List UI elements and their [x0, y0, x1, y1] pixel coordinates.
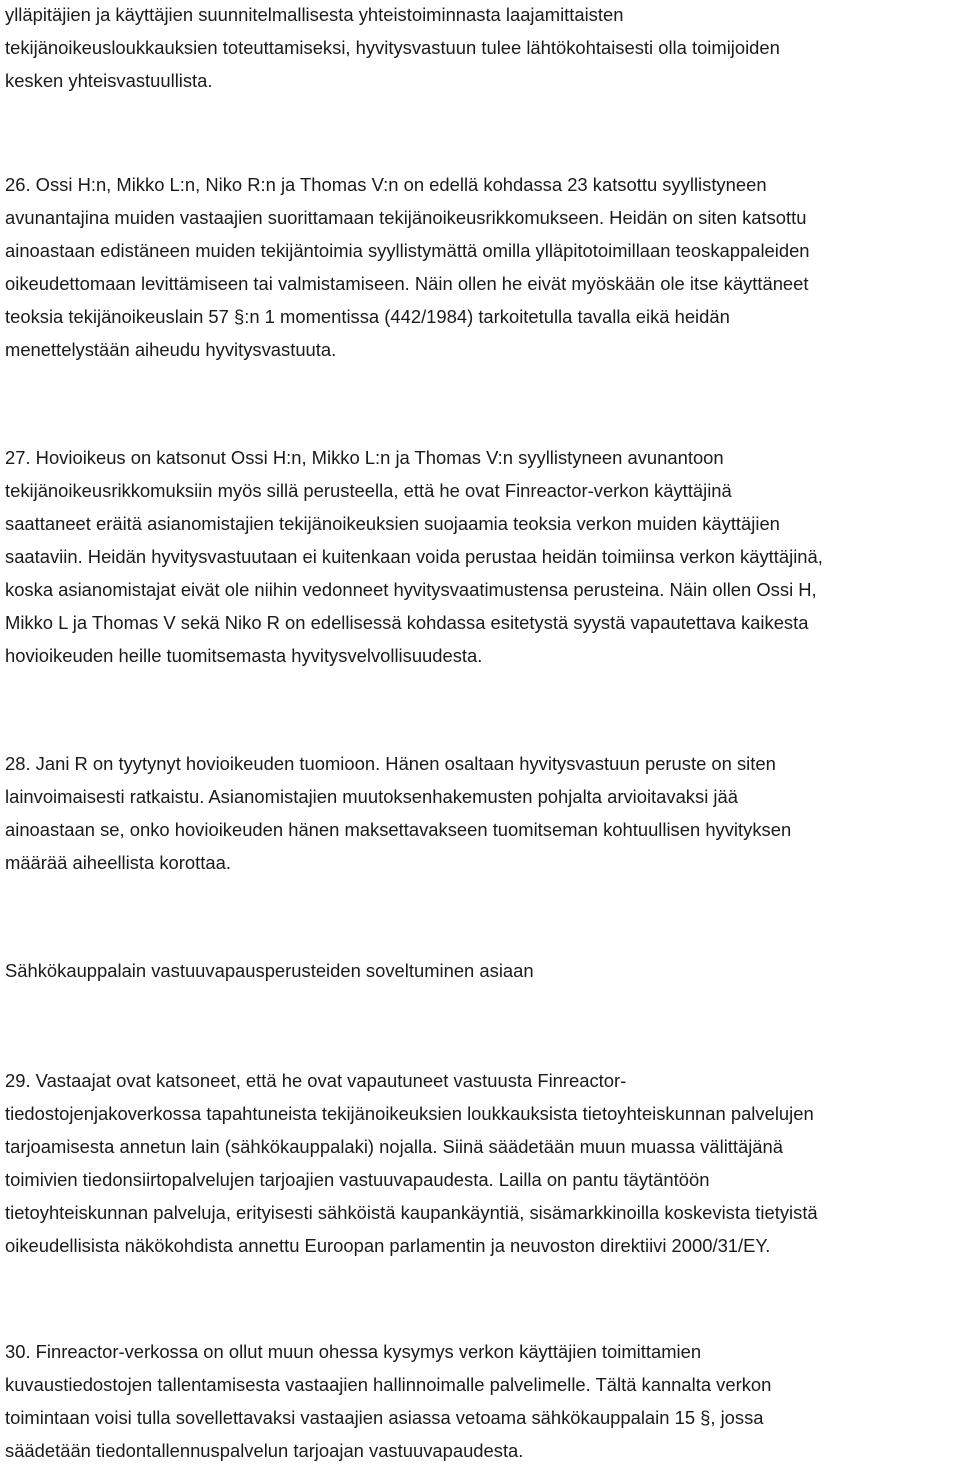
- text-line: toimintaan voisi tulla sovellettavaksi vastaajien asiassa vetoama sähkökauppalain 15 §, jossa: [5, 1407, 764, 1428]
- text-line: avunantajina muiden vastaajien suorittamaan tekijänoikeusrikkomukseen. Heidän on siten katsottu: [5, 207, 807, 228]
- text-line: koska asianomistajat eivät ole niihin vedonneet hyvitysvaatimustensa perusteina. Näin ollen Ossi H,: [5, 579, 817, 600]
- text-line: 29. Vastaajat ovat katsoneet, että he ovat vapautuneet vastuusta Finreactor-: [5, 1070, 627, 1091]
- text-line: tietoyhteiskunnan palveluja, erityisesti sähköistä kaupankäyntiä, sisämarkkinoilla koskevista tietyistä: [5, 1202, 818, 1223]
- paragraph-continuation: [5, 0, 780, 97]
- text-line: kesken yhteisvastuullista.: [5, 70, 213, 91]
- paragraph-29: [5, 1064, 818, 1262]
- text-line: kuvaustiedostojen tallentamisesta vastaajien hallinnoimalle palvelimelle. Tältä kannalta verkon: [5, 1374, 772, 1395]
- heading-line: Sähkökauppalain vastuuvapausperusteiden soveltuminen asiaan: [5, 960, 534, 981]
- paragraph-26: [5, 168, 810, 366]
- text-line: menettelystään aiheudu hyvitysvastuuta.: [5, 339, 337, 360]
- text-line: 28. Jani R on tyytynyt hovioikeuden tuomioon. Hänen osaltaan hyvitysvastuun peruste on siten: [5, 753, 776, 774]
- text-line: saattaneet eräitä asianomistajien tekijänoikeuksien suojaamia teoksia verkon muiden käyttäjien: [5, 513, 780, 534]
- paragraph-27: [5, 441, 823, 672]
- text-line: määrää aiheellista korottaa.: [5, 852, 231, 873]
- text-line: teoksia tekijänoikeuslain 57 §:n 1 momentissa (442/1984) tarkoitetulla tavalla eikä heidän: [5, 306, 730, 327]
- text-line: ainoastaan edistäneen muiden tekijäntoimia syyllistymättä omilla ylläpitotoimillaan teoskappaleiden: [5, 240, 810, 261]
- text-line: 30. Finreactor-verkossa on ollut muun ohessa kysymys verkon käyttäjien toimittamien: [5, 1341, 702, 1362]
- text-line: hovioikeuden heille tuomitsemasta hyvitysvelvollisuudesta.: [5, 645, 483, 666]
- text-line: ylläpitäjien ja käyttäjien suunnitelmallisesta yhteistoiminnasta laajamittaisten: [5, 4, 624, 25]
- text-line: lainvoimaisesti ratkaistu. Asianomistajien muutoksenhakemusten pohjalta arvioitavaksi jää: [5, 786, 738, 807]
- text-line: Mikko L ja Thomas V sekä Niko R on edellisessä kohdassa esitetystä syystä vapautettava kaikesta: [5, 612, 809, 633]
- text-line: oikeudellisista näkökohdista annettu Euroopan parlamentin ja neuvoston direktiivi 2000/31/EY.: [5, 1235, 771, 1256]
- text-line: tekijänoikeusrikkomuksiin myös sillä perusteella, että he ovat Finreactor-verkon käyttäjinä: [5, 480, 732, 501]
- text-line: 27. Hovioikeus on katsonut Ossi H:n, Mikko L:n ja Thomas V:n syyllistyneen avunantoon: [5, 447, 724, 468]
- text-line: toimivien tiedonsiirtopalvelujen tarjoajien vastuuvapaudesta. Lailla on pantu täytäntöön: [5, 1169, 710, 1190]
- text-line: saataviin. Heidän hyvitysvastuutaan ei kuitenkaan voida perustaa heidän toimiinsa verkon käyttäjinä,: [5, 546, 823, 567]
- text-line: 26. Ossi H:n, Mikko L:n, Niko R:n ja Thomas V:n on edellä kohdassa 23 katsottu syyllistyneen: [5, 174, 767, 195]
- text-line: tarjoamisesta annetun lain (sähkökauppalaki) nojalla. Siinä säädetään muun muassa välittäjänä: [5, 1136, 783, 1157]
- paragraph-30: [5, 1335, 771, 1467]
- text-line: oikeudettomaan levittämiseen tai valmistamiseen. Näin ollen he eivät myöskään ole itse käyttäneet: [5, 273, 809, 294]
- paragraph-28: [5, 747, 791, 879]
- text-line: tekijänoikeusloukkauksien toteuttamiseksi, hyvitysvastuun tulee lähtökohtaisesti olla toimijoiden: [5, 37, 780, 58]
- text-line: tiedostojenjakoverkossa tapahtuneista tekijänoikeuksien loukkauksista tietoyhteiskunnan palvelujen: [5, 1103, 814, 1124]
- section-heading: [5, 954, 534, 987]
- text-line: säädetään tiedontallennuspalvelun tarjoajan vastuuvapaudesta.: [5, 1440, 524, 1461]
- text-line: ainoastaan se, onko hovioikeuden hänen maksettavakseen tuomitseman kohtuullisen hyvityksen: [5, 819, 792, 840]
